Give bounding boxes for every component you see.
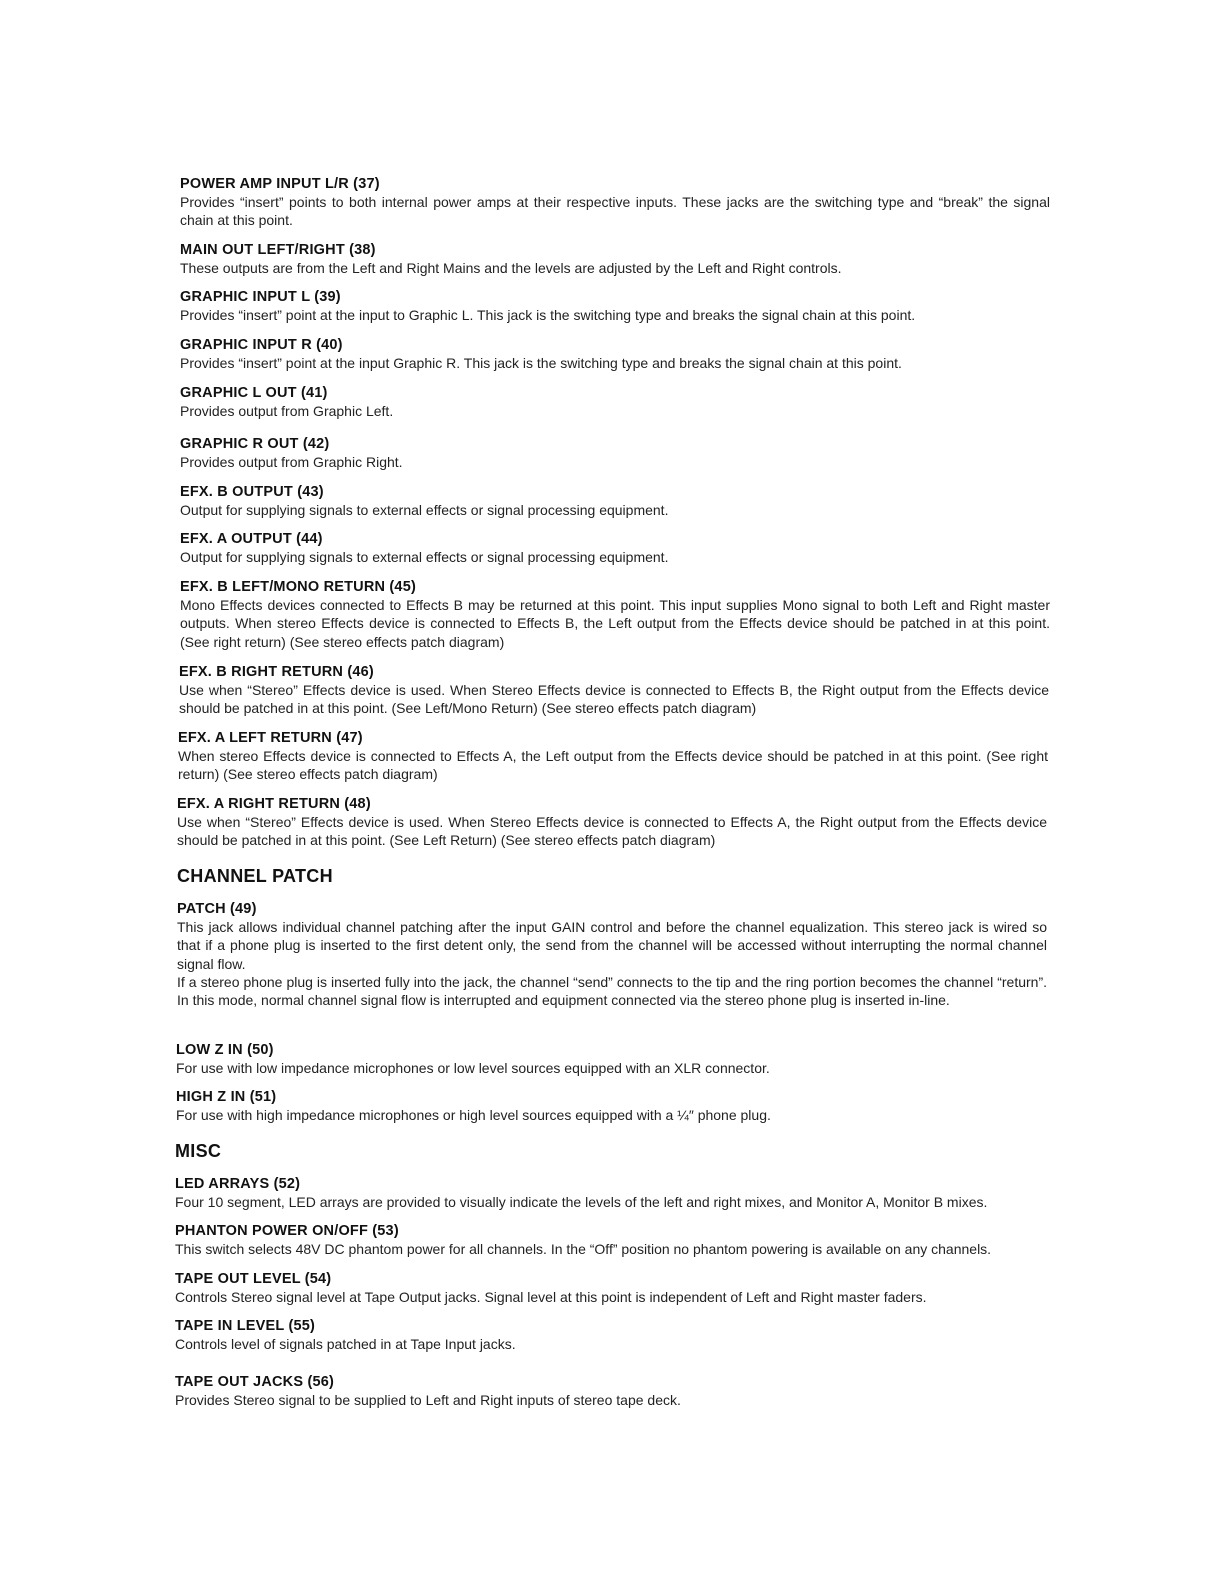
entry-title: EFX. A OUTPUT (44): [180, 531, 323, 547]
entry-title: EFX. A RIGHT RETURN (48): [177, 796, 371, 812]
entry-title: LED ARRAYS (52): [175, 1176, 301, 1192]
entry-text: Mono Effects devices connected to Effects B may be returned at this point. This input supplies Mono signal to both Left and Right master outputs. When stereo Effects device is connected to Effects B, the Left output from the Effects device should be patched in at this point. (See right return) (See stereo effects patch diagram): [180, 597, 1050, 650]
entry-text: Controls level of signals patched in at Tape Input jacks.: [175, 1336, 516, 1352]
entry-low-z-in: [176, 1041, 1046, 1077]
entry-efx-b-output: [180, 483, 1050, 519]
section-heading-misc: MISC: [175, 1141, 222, 1161]
entry-text: Use when “Stereo” Effects device is used. When Stereo Effects device is connected to Effects B, the Right output from the Effects device should be patched in at this point. (See Left/Mono Return) (See stereo effects patch diagram): [179, 682, 1049, 717]
entry-graphic-l-out: [180, 384, 1050, 420]
entry-text: This jack allows individual channel patching after the input GAIN control and before the channel equalization. This stereo jack is wired so that if a phone plug is inserted to the first detent only, the send from the channel will be accessed without interrupting the normal channel signal flow.: [177, 919, 1047, 972]
entry-graphic-input-r: [180, 336, 1050, 372]
entry-title: PHANTON POWER ON/OFF (53): [175, 1223, 399, 1239]
entry-text: For use with high impedance microphones or high level sources equipped with a ¼″ phone plug.: [176, 1107, 771, 1123]
entry-efx-a-output: [180, 530, 1050, 566]
entry-title: EFX. A LEFT RETURN (47): [178, 730, 363, 746]
entry-text: This switch selects 48V DC phantom power for all channels. In the “Off” position no phantom powering is available on any channels.: [175, 1241, 992, 1257]
entry-title: TAPE OUT JACKS (56): [175, 1374, 335, 1390]
entry-led-arrays: [175, 1175, 1045, 1211]
entry-title: EFX. B OUTPUT (43): [180, 484, 324, 500]
entry-text-continued: If a stereo phone plug is inserted fully into the jack, the channel “send” connects to the tip and the ring portion becomes the channel “return”. In this mode, normal channel signal flow is interrupted and equipment connected via the stereo phone plug is inserted in-line.: [177, 973, 1047, 1009]
entry-tape-in-level: [175, 1317, 1045, 1353]
entry-efx-a-left-return: [178, 729, 1048, 784]
entry-text: Provides “insert” point at the input to Graphic L. This jack is the switching type and breaks the signal chain at this point.: [180, 307, 916, 323]
entry-text: These outputs are from the Left and Right Mains and the levels are adjusted by the Left and Right controls.: [180, 260, 842, 276]
entry-text: Provides Stereo signal to be supplied to Left and Right inputs of stereo tape deck.: [175, 1392, 681, 1408]
entry-efx-b-right-return: [179, 663, 1049, 718]
entry-title: PATCH (49): [177, 901, 257, 917]
entry-title: HIGH Z IN (51): [176, 1089, 277, 1105]
entry-title: TAPE IN LEVEL (55): [175, 1318, 316, 1334]
entry-text: Provides output from Graphic Left.: [180, 403, 394, 419]
entry-patch: [177, 900, 1047, 1009]
entry-text: Four 10 segment, LED arrays are provided to visually indicate the levels of the left and right mixes, and Monitor A, Monitor B mixes.: [175, 1194, 988, 1210]
entry-text: Output for supplying signals to external effects or signal processing equipment.: [180, 502, 669, 518]
entry-text: Provides output from Graphic Right.: [180, 454, 403, 470]
entry-tape-out-jacks: [175, 1373, 1045, 1409]
entry-phantom-power: [175, 1222, 1045, 1258]
entry-text: For use with low impedance microphones or low level sources equipped with an XLR connector.: [176, 1060, 770, 1076]
entry-title: GRAPHIC INPUT R (40): [180, 337, 343, 353]
entry-title: GRAPHIC L OUT (41): [180, 385, 328, 401]
entry-power-amp-input: [180, 175, 1050, 230]
entry-graphic-r-out: [180, 435, 1050, 471]
entry-title: POWER AMP INPUT L/R (37): [180, 176, 380, 192]
entry-title: GRAPHIC INPUT L (39): [180, 289, 341, 305]
entry-title: MAIN OUT LEFT/RIGHT (38): [180, 242, 376, 258]
entry-title: TAPE OUT LEVEL (54): [175, 1271, 332, 1287]
entry-title: EFX. B LEFT/MONO RETURN (45): [180, 579, 416, 595]
entry-text: Output for supplying signals to external effects or signal processing equipment.: [180, 549, 669, 565]
entry-text: Controls Stereo signal level at Tape Output jacks. Signal level at this point is independent of Left and Right master faders.: [175, 1289, 927, 1305]
entry-graphic-input-l: [180, 288, 1050, 324]
entry-title: EFX. B RIGHT RETURN (46): [179, 664, 374, 680]
section-heading-channel-patch: CHANNEL PATCH: [177, 866, 333, 886]
entry-high-z-in: [176, 1088, 1046, 1124]
entry-text: Provides “insert” point at the input Graphic R. This jack is the switching type and breaks the signal chain at this point.: [180, 355, 902, 371]
entry-title: GRAPHIC R OUT (42): [180, 436, 330, 452]
entry-text: Provides “insert” points to both internal power amps at their respective inputs. These jacks are the switching type and “break” the signal chain at this point.: [180, 194, 1050, 229]
entry-tape-out-level: [175, 1270, 1045, 1306]
entry-efx-b-left-mono-return: [180, 578, 1050, 651]
entry-title: LOW Z IN (50): [176, 1042, 274, 1058]
entry-text: Use when “Stereo” Effects device is used. When Stereo Effects device is connected to Effects A, the Right output from the Effects device should be patched in at this point. (See Left Return) (See stereo effects patch diagram): [177, 814, 1047, 849]
entry-text: When stereo Effects device is connected to Effects A, the Left output from the Effects device should be patched in at this point. (See right return) (See stereo effects patch diagram): [178, 748, 1048, 783]
entry-efx-a-right-return: [177, 795, 1047, 850]
entry-main-out: [180, 241, 1050, 277]
